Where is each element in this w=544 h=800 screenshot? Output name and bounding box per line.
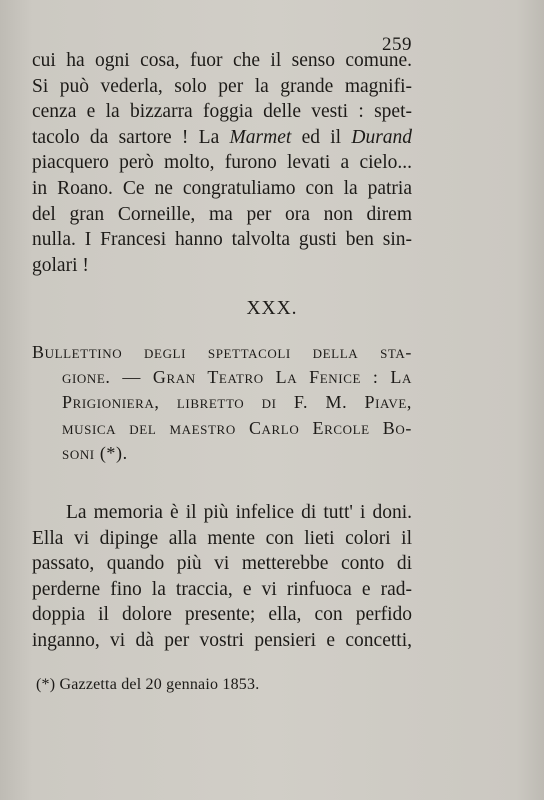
text-line: del gran Corneille, ma per ora non direm bbox=[32, 203, 412, 225]
text-line: Ella vi dipinge alla mente con lieti colori il bbox=[32, 527, 412, 549]
text-line: piacquero però molto, furono levati a cielo... bbox=[32, 152, 412, 174]
section-heading: XXX. bbox=[246, 298, 298, 319]
text-line: cenza e la bizzarra foggia delle vesti : spet- bbox=[32, 101, 412, 123]
text-line: La memoria è il più infelice di tutt' i doni. bbox=[66, 502, 412, 523]
italic-name-marmet: Marmet bbox=[229, 126, 292, 148]
footnote: (*) Gazzetta del 20 gennaio 1853. bbox=[36, 676, 260, 693]
paragraph-memoria bbox=[32, 500, 412, 654]
text-line bbox=[32, 125, 412, 151]
text-segment: ed il bbox=[301, 126, 342, 148]
text-line: in Roano. Ce ne congratuliamo con la patria bbox=[32, 177, 412, 199]
text-line: golari ! bbox=[32, 254, 89, 276]
text-line: Si può vederla, solo per la grande magnifi- bbox=[32, 75, 412, 97]
text-line: cui ha ogni cosa, fuor che il senso comune. bbox=[32, 50, 412, 71]
bulletin-line: gione. — Gran Teatro La Fenice : La bbox=[62, 367, 412, 388]
bulletin-line: soni (*). bbox=[62, 442, 128, 463]
paragraph-continued bbox=[32, 48, 412, 278]
text-line: passato, quando più vi metterebbe conto di bbox=[32, 553, 412, 575]
page-number: 259 bbox=[382, 34, 412, 55]
text-line: nulla. I Francesi hanno talvolta gusti ben sin- bbox=[32, 229, 412, 251]
text-segment: tacolo da sartore ! La bbox=[32, 126, 220, 148]
bulletin-line: Bullettino degli spettacoli della sta- bbox=[32, 342, 412, 362]
text-line: doppia il dolore presente; ella, con perfido bbox=[32, 604, 412, 626]
bulletin-title bbox=[32, 340, 412, 466]
text-line: inganno, vi dà per vostri pensieri e concetti, bbox=[32, 629, 412, 651]
text-line: perderne fino la traccia, e vi rinfuoca e rad- bbox=[32, 578, 412, 600]
bulletin-line: musica del maestro Carlo Ercole Bo- bbox=[62, 417, 412, 438]
bulletin-line: Prigioniera, libretto di F. M. Piave, bbox=[62, 392, 412, 413]
italic-name-durand: Durand bbox=[351, 126, 413, 148]
